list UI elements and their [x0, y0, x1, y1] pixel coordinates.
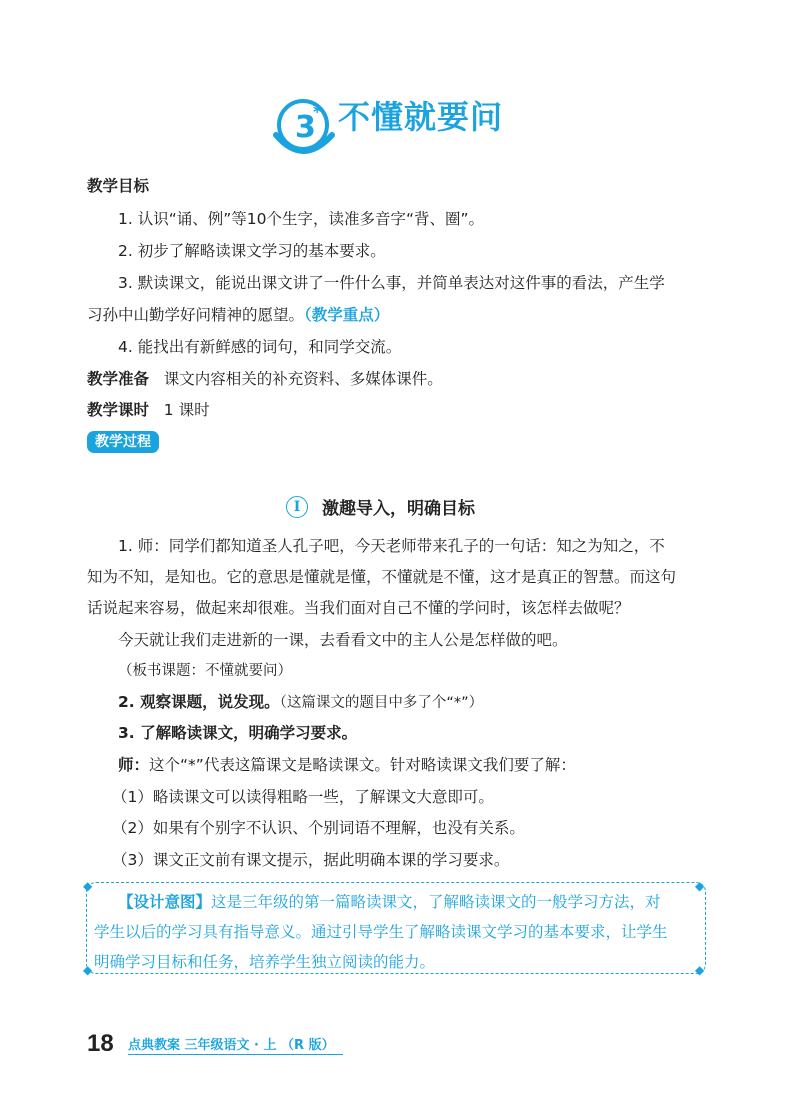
lesson-number-badge-icon — [270, 95, 340, 161]
intent-line-1-text: 这是三年级的第一篇略读课文，了解略读课文的一般学习方法，对 — [211, 893, 661, 911]
body-p6-bold: 师： — [118, 756, 150, 774]
hours-text: 1 课时 — [163, 401, 210, 419]
corner-ornament-icon: ◆ — [695, 879, 705, 893]
process-pill: 教学过程 — [87, 431, 159, 453]
hours-label: 教学课时 — [87, 401, 150, 419]
prep-text: 课文内容相关的补充资料、多媒体课件。 — [163, 370, 443, 388]
section-heading — [286, 494, 475, 519]
body-p4 — [118, 692, 483, 713]
body-p1-line1 — [118, 536, 665, 556]
footer-rule — [128, 1054, 343, 1055]
body-p1-line3: 话说起来容易，做起来却很难。当我们面对自己不懂的学问时，该怎样去做呢？ — [87, 599, 630, 617]
body-p4-rest: （这篇课文的题目中多了个“*”） — [279, 695, 484, 711]
body-p1-line2: 知为不知，是知也。它的意思是懂就是懂，不懂就是不懂，这才是真正的智慧。而这句 — [87, 568, 677, 586]
goal-item-3-cont — [87, 305, 389, 325]
lesson-title: 不懂就要问 — [338, 98, 504, 136]
page-number: 18 — [87, 1030, 114, 1057]
lesson-star: * — [313, 102, 322, 121]
body-p3: （板书课题：不懂就要问） — [118, 663, 292, 679]
footer-book-title: 点典教案 三年级语文 · 上 （R 版） — [128, 1038, 335, 1053]
body-p1-line1-text: 1. 师：同学们都知道圣人孔子吧，今天老师带来孔子的一句话：知之为知之，不 — [118, 537, 665, 555]
corner-ornament-icon: ◆ — [83, 963, 93, 977]
intent-label: 【设计意图】 — [118, 893, 212, 911]
corner-ornament-icon: ◆ — [83, 879, 93, 893]
intent-line-3: 明确学习目标和任务，培养学生独立阅读的能力。 — [94, 953, 436, 971]
prep-label: 教学准备 — [87, 370, 150, 388]
key-point-tag: （教学重点） — [304, 306, 390, 324]
lesson-number: 3 — [295, 110, 316, 145]
body-p6 — [118, 755, 576, 775]
intent-line-1 — [118, 892, 661, 912]
list-item-3: （3）课文正文前有课文提示，据此明确本课的学习要求。 — [112, 851, 510, 869]
intent-line-2: 学生以后的学习具有指导意义。通过引导学生了解略读课文学习的基本要求，让学生 — [94, 923, 668, 941]
goal-item-3-cont-text: 习孙中山勤学好问精神的愿望。 — [87, 306, 305, 324]
list-item-2: （2）如果有个别字不认识、个别词语不理解，也没有关系。 — [112, 819, 525, 837]
goal-item-2: 2. 初步了解略读课文学习的基本要求。 — [118, 242, 386, 260]
hours-row — [87, 400, 210, 420]
goals-heading: 教学目标 — [87, 177, 150, 195]
goal-item-1: 1. 认识“诵、例”等10个生字，读准多音字“背、圈”。 — [118, 210, 485, 228]
body-p2: 今天就让我们走进新的一课，去看看文中的主人公是怎样做的吧。 — [118, 631, 568, 649]
body-p4-bold: 2. 观察课题，说发现。 — [118, 693, 280, 711]
section-numeral: I — [286, 496, 308, 518]
list-item-1: （1）略读课文可以读得粗略一些，了解课文大意即可。 — [112, 788, 494, 806]
corner-ornament-icon: ◆ — [695, 963, 705, 977]
goal-item-4: 4. 能找出有新鲜感的词句，和同学交流。 — [118, 338, 402, 356]
body-p5: 3. 了解略读课文，明确学习要求。 — [118, 724, 358, 742]
section-title: 激趣导入，明确目标 — [322, 499, 475, 519]
goal-item-3: 3. 默读课文，能说出课文讲了一件什么事，并简单表达对这件事的看法，产生学 — [118, 274, 665, 292]
body-p6-rest: 这个“*”代表这篇课文是略读课文。针对略读课文我们要了解： — [149, 756, 576, 774]
prep-row — [87, 369, 443, 389]
